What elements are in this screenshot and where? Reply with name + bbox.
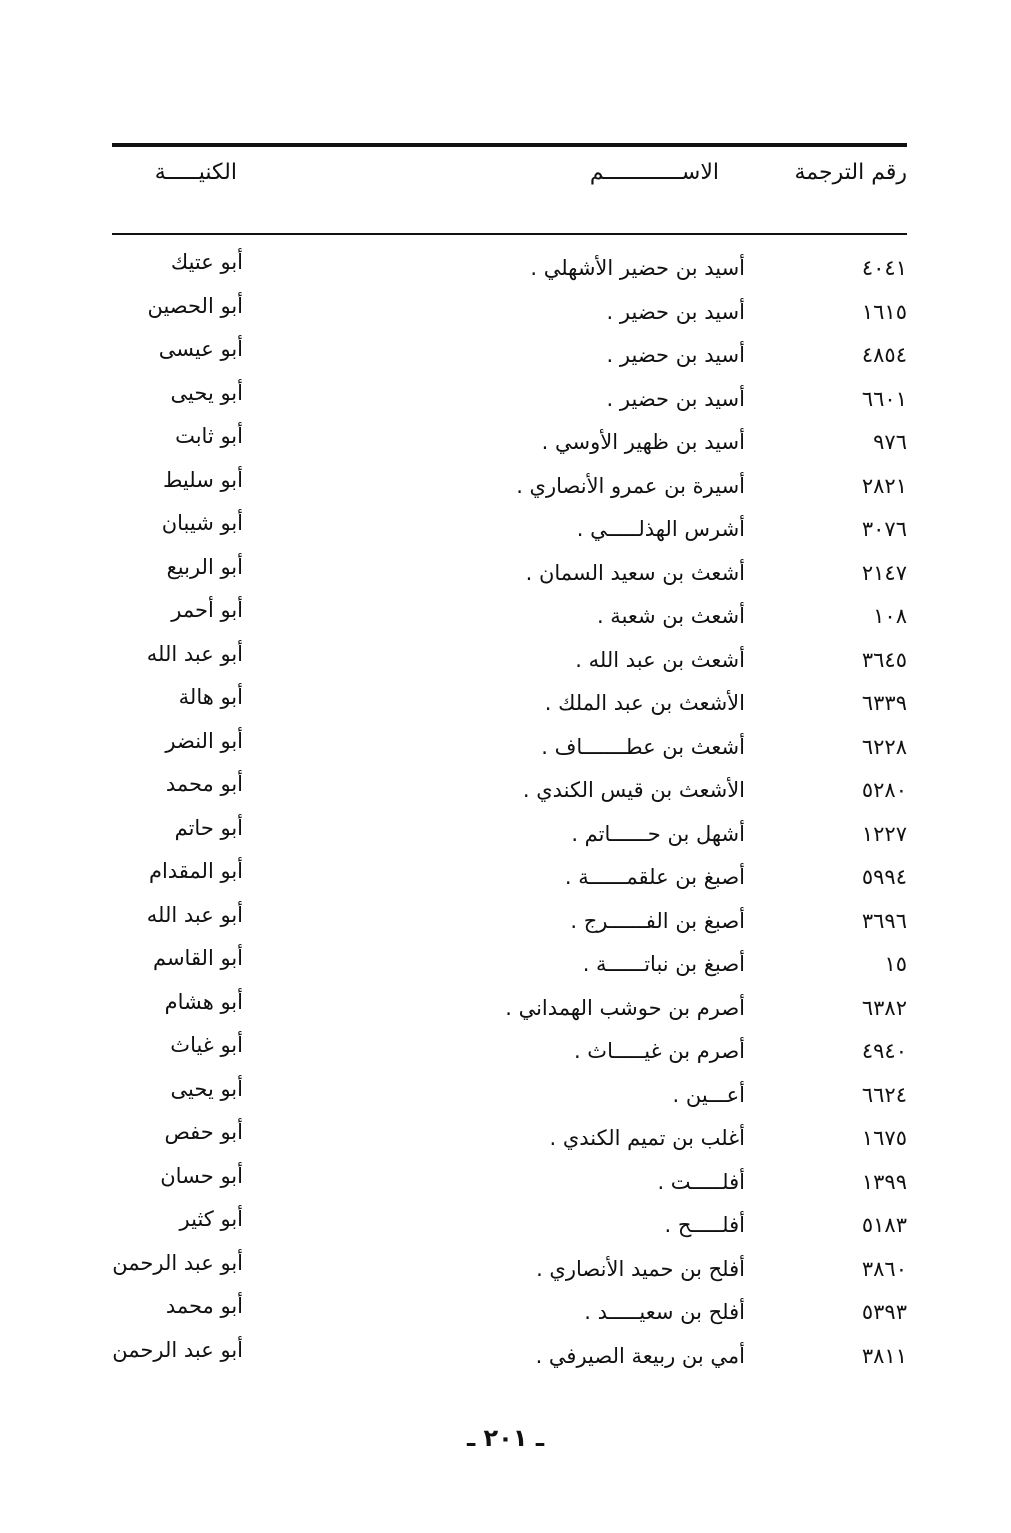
table-row	[0, 1292, 1011, 1336]
entry-name: أشعث بن سعيد السمان .	[525, 560, 745, 585]
entry-number: ٦٢٢٨	[861, 734, 907, 759]
table-row	[0, 466, 1011, 510]
entry-kunya: أبو النضر	[165, 728, 243, 753]
table-row	[0, 553, 1011, 597]
entry-kunya: أبو المقدام	[148, 859, 243, 883]
entry-number: ٥٩٩٤	[861, 865, 907, 889]
entry-name: أسيد بن حضير .	[606, 343, 745, 367]
entry-number: ٣٦٩٦	[861, 908, 907, 933]
table-row	[0, 248, 1011, 292]
table-row	[0, 596, 1011, 640]
entry-number: ٢٨٢١	[861, 473, 907, 498]
entry-number: ١٠٨	[873, 604, 907, 628]
entry-number: ١٣٩٩	[861, 1169, 907, 1194]
table-body	[0, 248, 1011, 1379]
entry-kunya: أبو عبد الرحمن	[112, 1337, 243, 1362]
table-row	[0, 1336, 1011, 1380]
entry-name: أفلح بن سعيـــــد .	[584, 1300, 745, 1324]
entry-name: أسيد بن ظهير الأوسي .	[541, 430, 745, 454]
table-header	[0, 160, 1011, 204]
entry-number: ٦٦٢٤	[861, 1082, 907, 1107]
table-row	[0, 988, 1011, 1032]
entry-number: ٤٨٥٤	[861, 343, 907, 367]
entry-kunya: أبو عيسى	[158, 337, 243, 361]
table-row	[0, 422, 1011, 466]
entry-name: الأشعث بن قيس الكندي .	[522, 778, 745, 802]
entry-kunya: أبو عبد الله	[146, 641, 243, 666]
entry-number: ٦٣٨٢	[861, 995, 907, 1020]
table-row	[0, 770, 1011, 814]
table-row	[0, 727, 1011, 771]
entry-number: ٣٦٤٥	[861, 647, 907, 672]
entry-name: أعـــين .	[672, 1082, 745, 1107]
entry-name: أفلـــــح .	[664, 1213, 745, 1237]
table-row	[0, 1249, 1011, 1293]
entry-name: أصبغ بن نباتــــــة .	[582, 952, 745, 976]
table-row	[0, 901, 1011, 945]
entry-name: أمي بن ربيعة الصيرفي .	[535, 1343, 745, 1368]
entry-kunya: أبو الربيع	[166, 554, 243, 579]
entry-name: أشعث بن عبد الله .	[575, 647, 745, 672]
table-row	[0, 1031, 1011, 1075]
entry-number: ١٥	[884, 952, 907, 976]
entry-kunya: أبو القاسم	[152, 946, 243, 970]
entry-kunya: أبو عبد الرحمن	[112, 1250, 243, 1275]
entry-kunya: أبو غياث	[170, 1033, 243, 1057]
entry-number: ٦٣٣٩	[861, 691, 907, 715]
entry-name: أشرس الهذلـــــي .	[576, 517, 745, 541]
header-top-rule	[112, 143, 907, 147]
entry-kunya: أبو أحمر	[171, 598, 243, 622]
entry-number: ٣٨١١	[861, 1343, 907, 1368]
entry-kunya: أبو كثير	[179, 1207, 243, 1231]
header-entry-number: رقم الترجمة	[794, 160, 907, 185]
entry-number: ٣٨٦٠	[861, 1256, 907, 1281]
entry-kunya: أبو عبد الله	[146, 902, 243, 927]
entry-number: ١٦٧٥	[861, 1126, 907, 1150]
table-row	[0, 292, 1011, 336]
entry-kunya: أبو شيبان	[161, 511, 243, 535]
entry-kunya: أبو حفص	[164, 1120, 243, 1144]
entry-name: أصبغ بن الفــــــرج .	[570, 908, 745, 933]
entry-kunya: أبو ثابت	[175, 424, 243, 448]
entry-kunya: أبو حاتم	[174, 815, 243, 840]
header-kunya: الكنيـــــة	[154, 160, 237, 185]
table-row	[0, 509, 1011, 553]
entry-name: أسيرة بن عمرو الأنصاري .	[516, 473, 745, 498]
header-name: الاســــــــــــم	[589, 160, 719, 185]
entry-number: ٩٧٦	[873, 430, 907, 454]
entry-name: أسيد بن حضير .	[606, 386, 745, 411]
entry-name: أفلـــــت .	[657, 1169, 745, 1194]
entry-name: أشعث بن عطـــــــاف .	[541, 734, 745, 759]
entry-name: أفلح بن حميد الأنصاري .	[536, 1256, 745, 1281]
header-bottom-rule	[112, 233, 907, 235]
entry-number: ٤٩٤٠	[861, 1039, 907, 1063]
table-row	[0, 1162, 1011, 1206]
entry-name: أصرم بن غيـــــاث .	[573, 1039, 745, 1063]
table-row	[0, 379, 1011, 423]
table-row	[0, 857, 1011, 901]
table-row	[0, 335, 1011, 379]
entry-number: ٤٠٤١	[861, 256, 907, 280]
entry-name: الأشعث بن عبد الملك .	[544, 691, 745, 715]
table-row	[0, 1205, 1011, 1249]
table-row	[0, 683, 1011, 727]
entry-kunya: أبو يحيى	[170, 380, 243, 405]
entry-name: أسيد بن حضير الأشهلي .	[530, 256, 745, 280]
entry-name: أصبغ بن علقمــــــة .	[564, 865, 745, 889]
entry-number: ٣٠٧٦	[861, 517, 907, 541]
entry-kunya: أبو سليط	[162, 467, 243, 492]
entry-name: أصرم بن حوشب الهمداني .	[505, 995, 745, 1020]
entry-kunya: أبو الحصين	[147, 293, 243, 318]
entry-number: ٦٦٠١	[861, 386, 907, 411]
entry-number: ١٦١٥	[861, 299, 907, 324]
table-row	[0, 640, 1011, 684]
entry-name: أشهل بن حــــــاتم .	[571, 821, 745, 846]
entry-kunya: أبو هالة	[178, 685, 243, 709]
entry-kunya: أبو يحيى	[170, 1076, 243, 1101]
entry-number: ٢١٤٧	[861, 560, 907, 585]
entry-number: ٥١٨٣	[861, 1213, 907, 1237]
table-row	[0, 814, 1011, 858]
entry-name: أغلب بن تميم الكندي .	[549, 1126, 745, 1150]
table-row	[0, 944, 1011, 988]
entry-number: ٥٢٨٠	[861, 778, 907, 802]
entry-kunya: أبو محمد	[165, 772, 243, 796]
table-row	[0, 1075, 1011, 1119]
entry-kunya: أبو عتيك	[170, 250, 243, 274]
entry-name: أشعث بن شعبة .	[596, 604, 745, 628]
entry-name: أسيد بن حضير .	[606, 299, 745, 324]
table-row	[0, 1118, 1011, 1162]
entry-number: ٥٣٩٣	[861, 1300, 907, 1324]
page-number: ـ ٢٠١ ـ	[466, 1424, 545, 1452]
entry-number: ١٢٢٧	[861, 821, 907, 846]
entry-kunya: أبو هشام	[164, 989, 243, 1014]
entry-kunya: أبو حسان	[160, 1163, 243, 1188]
entry-kunya: أبو محمد	[165, 1294, 243, 1318]
